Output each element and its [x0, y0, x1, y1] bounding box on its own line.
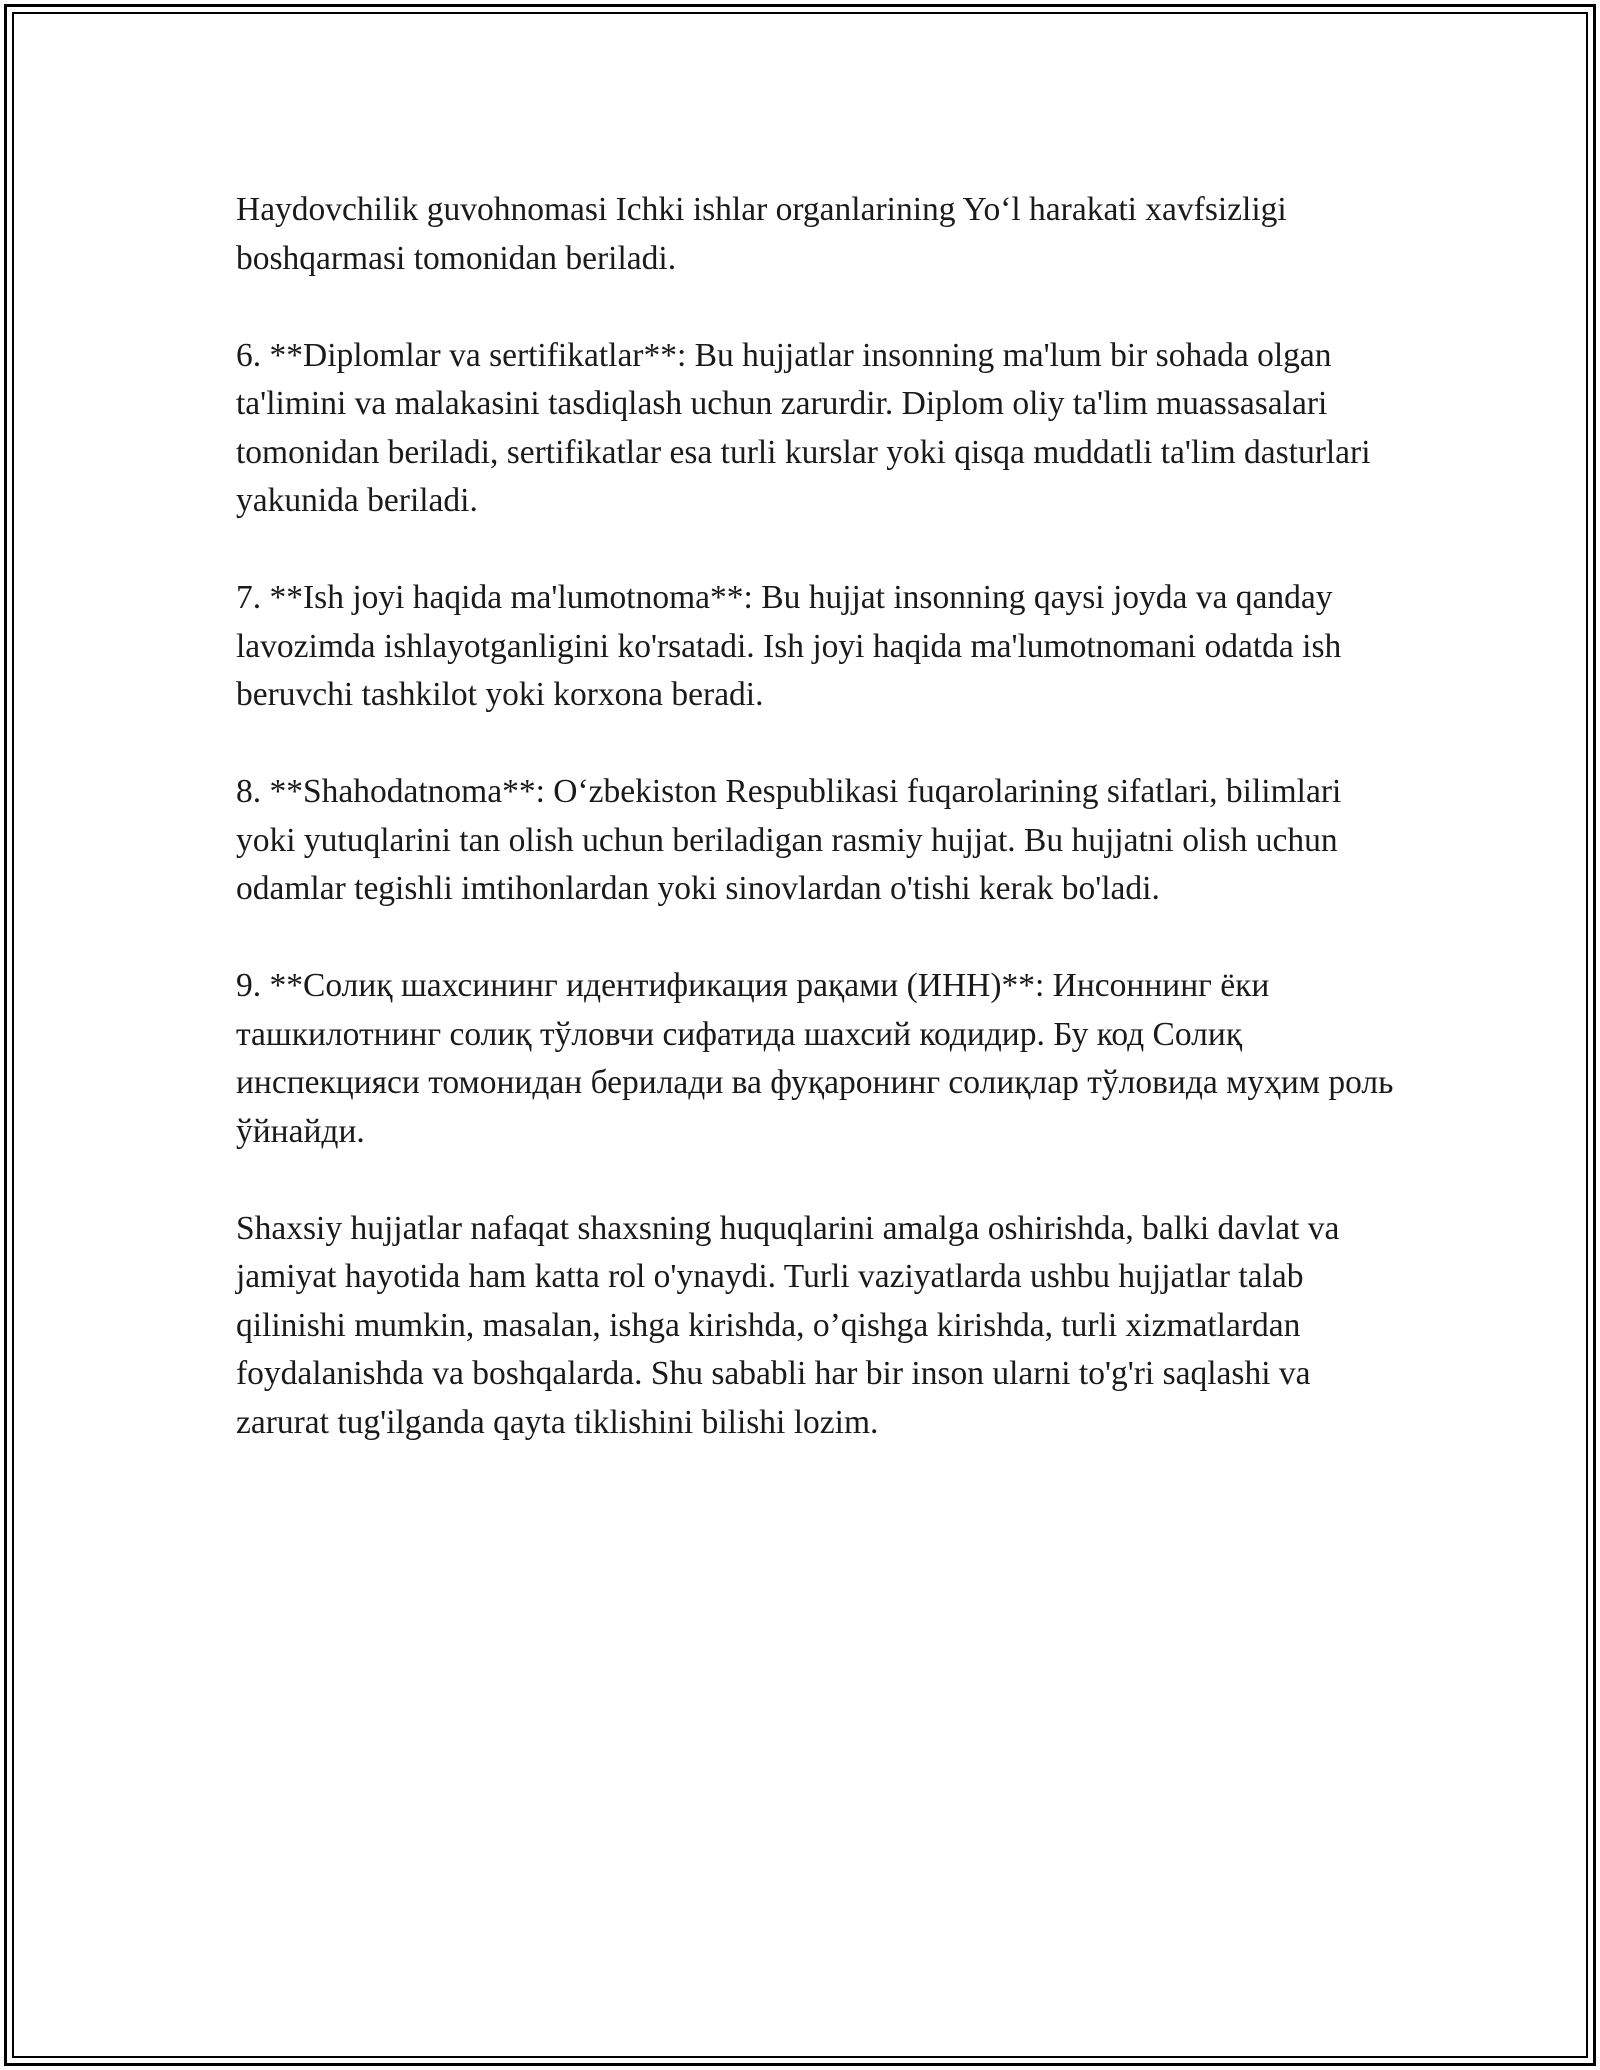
paragraph-certificate-shahodatnoma: 8. **Shahodatnoma**: Oʻzbekiston Respublikasi fuqarolarining sifatlari, bilimlari yoki yutuqlarini tan olish uchun beriladigan rasmiy hujjat. Bu hujjatni olish uchun odamlar tegishli imtihonlardan yoki sinovlardan o'tishi kerak bo'ladi. — [236, 773, 1342, 907]
paragraph-tax-id: 9. **Солиқ шахсининг идентификация рақами (ИНН)**: Инсоннинг ёки ташкилотнинг солиқ тўловчи сифатида шахсий кодидир. Бу код Солиқ инспекцияси томонидан берилади ва фуқаронинг солиқлар тўловида муҳим роль ўйнайди. — [236, 967, 1394, 1150]
paragraph-driving-license: Haydovchilik guvohnomasi Ichki ishlar organlarining Yoʻl harakati xavfsizligi boshqarmasi tomonidan beriladi. — [236, 191, 1287, 277]
document-body — [236, 186, 1396, 1447]
paragraph-conclusion: Shaxsiy hujjatlar nafaqat shaxsning huquqlarini amalga oshirishda, balki davlat va jamiyat hayotida ham katta rol o'ynaydi. Turli vaziyatlarda ushbu hujjatlar talab qilinishi mumkin, masalan, ishga kirishda, o’qishga kirishda, turli xizmatlardan foydalanishda va boshqalarda. Shu sababli har bir inson ularni to'g'ri saqlashi va zarurat tug'ilganda qayta tiklishini bilishi lozim. — [236, 1209, 1340, 1441]
paragraph-diplomas-certificates: 6. **Diplomlar va sertifikatlar**: Bu hujjatlar insonning ma'lum bir sohada olgan ta'limini va malakasini tasdiqlash uchun zarurdir. Diplom oliy ta'lim muassasalari tomonidan beriladi, sertifikatlar esa turli kurslar yoki qisqa muddatli ta'lim dasturlari yakunida beriladi. — [236, 336, 1371, 519]
paragraph-employment-reference: 7. **Ish joyi haqida ma'lumotnoma**: Bu hujjat insonning qaysi joyda va qanday lavozimda ishlayotganligini ko'rsatadi. Ish joyi haqida ma'lumotnomani odatda ish beruvchi tashkilot yoki korxona beradi. — [236, 579, 1342, 713]
